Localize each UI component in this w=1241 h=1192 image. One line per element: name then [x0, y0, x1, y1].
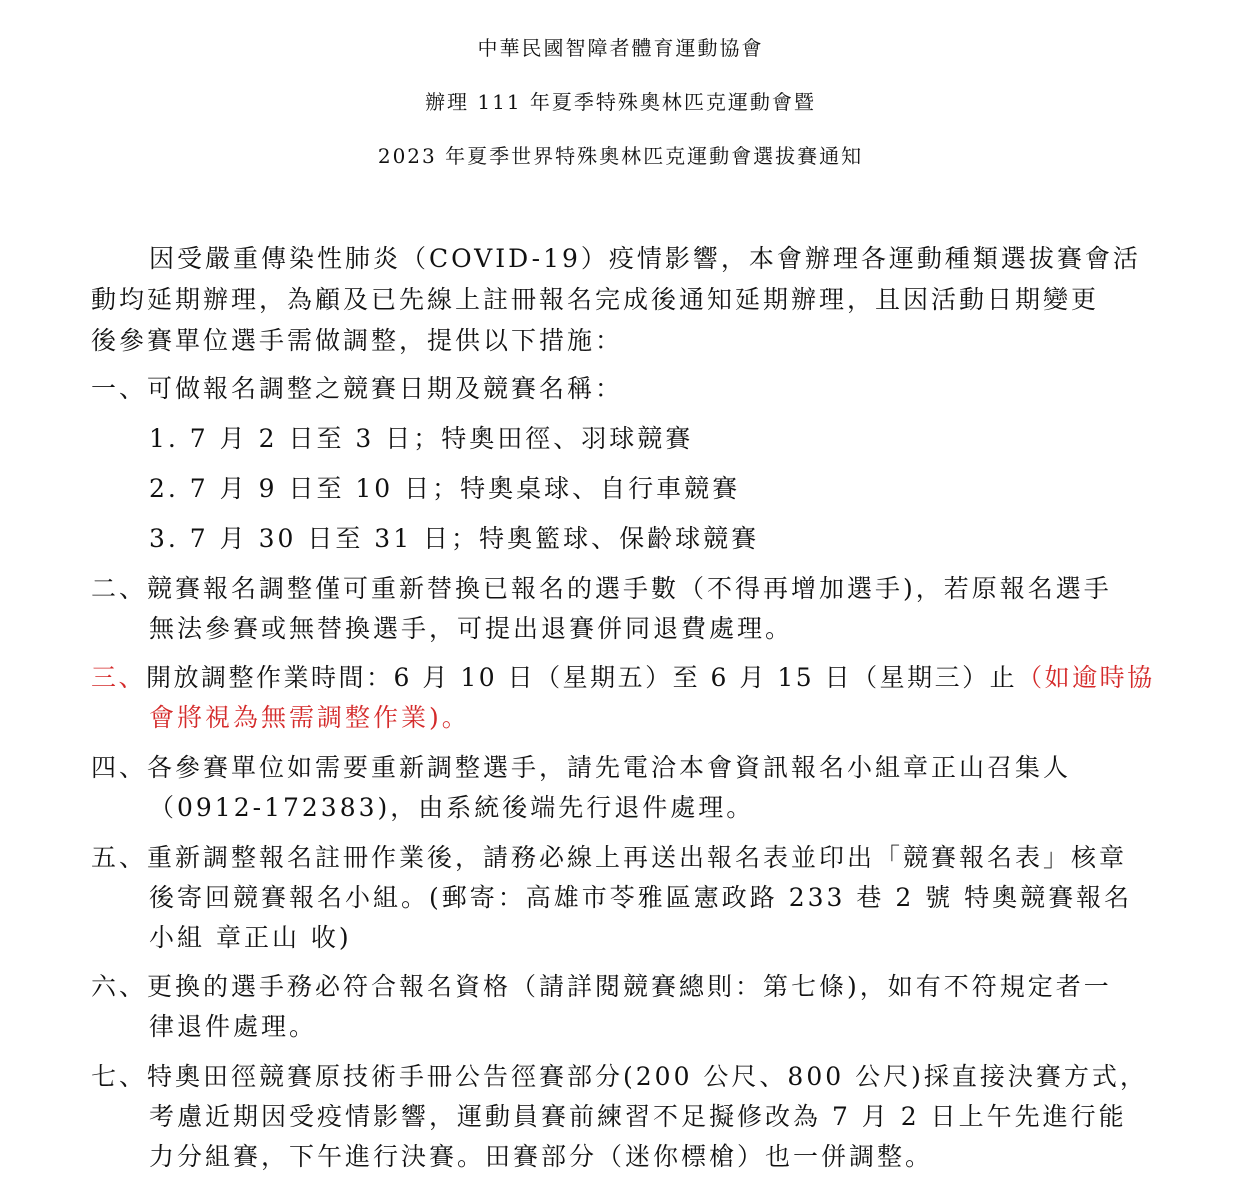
item-1-sub-1: 1. 7 月 2 日至 3 日；特奧田徑、羽球競賽	[149, 424, 694, 453]
title-line-1: 中華民國智障者體育運動協會	[477, 36, 764, 60]
item-7-line-2: 考慮近期因受疫情影響，運動員賽前練習不足擬修改為 7 月 2 日上午先進行能	[149, 1102, 1127, 1131]
item-1-sub-2: 2. 7 月 9 日至 10 日；特奧桌球、自行車競賽	[149, 474, 741, 503]
item-3-number: 三、	[91, 663, 147, 692]
item-4-line-2: （0912-172383)，由系統後端先行退件處理。	[149, 793, 755, 822]
item-4-line-1: 四、各參賽單位如需要重新調整選手，請先電洽本會資訊報名小組章正山召集人	[91, 753, 1072, 782]
item-7-line-1: 七、特奧田徑競賽原技術手冊公告徑賽部分(200 公尺、800 公尺)採直接決賽方式，	[91, 1062, 1148, 1091]
item-6-line-2: 律退件處理。	[149, 1012, 318, 1041]
title-line-3: 2023 年夏季世界特殊奧林匹克運動會選拔賽通知	[377, 144, 864, 168]
item-3-highlight: （如逾時協	[1017, 663, 1155, 692]
item-2-line-2: 無法參賽或無替換選手，可提出退賽併同退費處理。	[149, 614, 794, 643]
title-line-2: 辦理 111 年夏季特殊奧林匹克運動會暨	[425, 90, 816, 114]
item-1-sub-3: 3. 7 月 30 日至 31 日；特奧籃球、保齡球競賽	[149, 524, 760, 553]
item-1-heading: 一、可做報名調整之競賽日期及競賽名稱：	[91, 374, 624, 403]
item-5-line-2: 後寄回競賽報名小組。(郵寄：高雄市苓雅區憲政路 233 巷 2 號 特奧競賽報名	[149, 883, 1133, 912]
item-3-line-1	[91, 665, 1155, 690]
intro-line-1: 因受嚴重傳染性肺炎（COVID-19）疫情影響，本會辦理各運動種類選拔賽會活	[149, 244, 1141, 273]
item-7-line-3: 力分組賽，下午進行決賽。田賽部分（迷你標槍）也一併調整。	[149, 1142, 934, 1171]
item-6-line-1: 六、更換的選手務必符合報名資格（請詳閱競賽總則：第七條)，如有不符規定者一	[91, 972, 1112, 1001]
item-5-line-1: 五、重新調整報名註冊作業後，請務必線上再送出報名表並印出「競賽報名表」核章	[91, 843, 1128, 872]
intro-line-3: 後參賽單位選手需做調整，提供以下措施：	[91, 326, 624, 355]
item-3-line-2: 會將視為無需調整作業)。	[149, 703, 470, 732]
item-2-line-1: 二、競賽報名調整僅可重新替換已報名的選手數（不得再增加選手)，若原報名選手	[91, 574, 1112, 603]
intro-line-2: 動均延期辦理，為顧及已先線上註冊報名完成後通知延期辦理，且因活動日期變更	[91, 285, 1100, 314]
item-5-line-3: 小組 章正山 收)	[149, 923, 352, 952]
item-3-text: 開放調整作業時間：6 月 10 日（星期五）至 6 月 15 日（星期三）止	[146, 663, 1018, 692]
